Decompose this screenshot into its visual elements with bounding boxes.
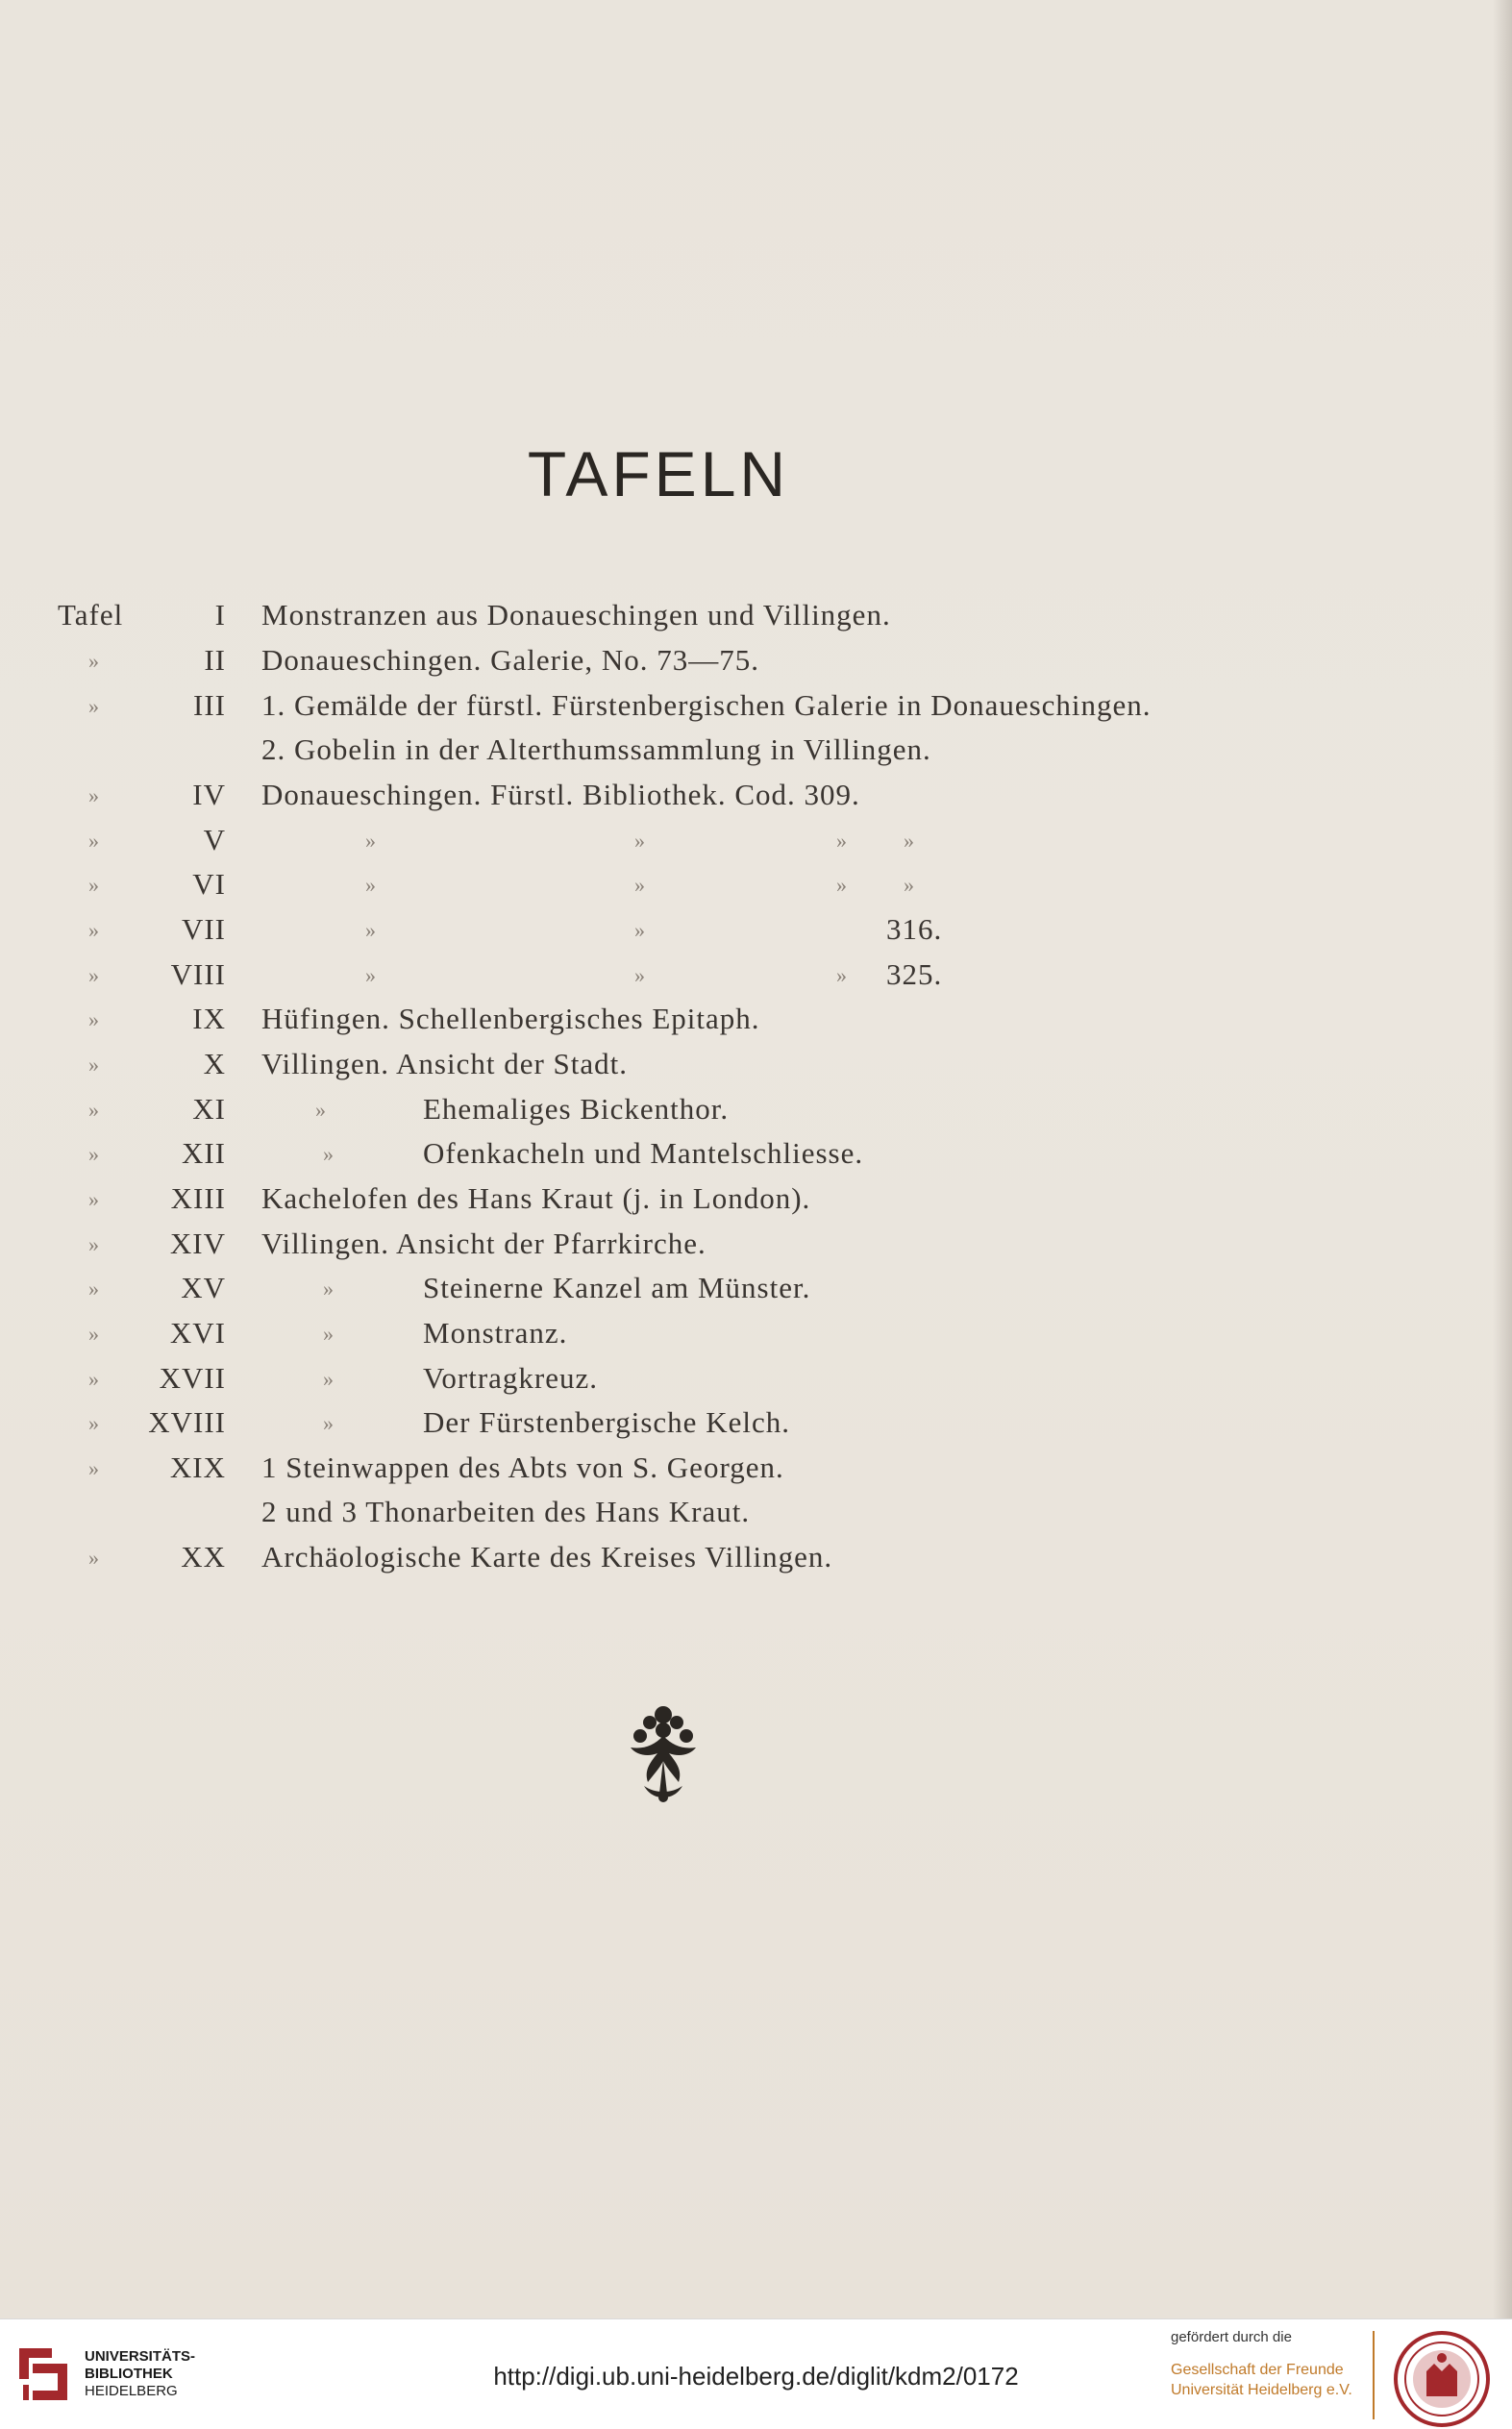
ditto-mark: » [836, 829, 848, 853]
plate-number: XVI [169, 1316, 226, 1350]
ditto-mark: » [88, 1546, 100, 1570]
ditto-mark: » [634, 918, 646, 942]
ditto-mark: » [365, 963, 377, 987]
list-item [0, 1092, 1346, 1138]
list-item [0, 1181, 1346, 1227]
ditto-mark: » [88, 1367, 100, 1391]
funded-by-label: gefördert durch die [1171, 2329, 1292, 2345]
plate-description: 1. Gemälde der fürstl. Fürstenbergischen Galerie in Donaueschingen. [261, 688, 1152, 722]
plate-description: Donaueschingen. Galerie, No. 73—75. [261, 643, 759, 677]
ditto-mark: » [323, 1367, 335, 1391]
list-item [0, 1047, 1346, 1093]
ditto-mark: » [88, 1456, 100, 1480]
list-item [0, 957, 1346, 1004]
ditto-mark: » [904, 829, 915, 853]
society-name [1171, 2360, 1352, 2400]
ditto-mark: » [88, 829, 100, 853]
list-item [0, 1002, 1346, 1048]
ditto-mark: » [904, 873, 915, 897]
ditto-mark: » [88, 963, 100, 987]
plate-description: Ehemaliges Bickenthor. [423, 1092, 730, 1126]
plate-number: VI [192, 867, 226, 901]
plate-number: IV [192, 778, 226, 811]
list-item [0, 1361, 1346, 1407]
ditto-mark: » [88, 1322, 100, 1346]
list-item [0, 867, 1346, 913]
ditto-mark: » [323, 1411, 335, 1435]
list-item [0, 912, 1346, 958]
ditto-mark: » [88, 1187, 100, 1211]
plate-description: Archäologische Karte des Kreises Villingen. [261, 1540, 833, 1574]
plate-description: Der Fürstenbergische Kelch. [423, 1405, 790, 1439]
page-title: TAFELN [527, 438, 790, 509]
plate-description-sub: 2. Gobelin in der Alterthumssammlung in Villingen. [261, 732, 931, 766]
footer-bar [0, 2318, 1512, 2429]
ditto-mark: » [323, 1276, 335, 1301]
ditto-mark: » [315, 1098, 327, 1122]
plate-number: VII [181, 912, 226, 946]
plate-number: III [193, 688, 226, 722]
ditto-mark: » [88, 1007, 100, 1031]
plate-description: 1 Steinwappen des Abts von S. Georgen. [261, 1450, 784, 1484]
list-item [0, 1271, 1346, 1317]
plate-number: XIX [169, 1450, 226, 1484]
society-name-line: Gesellschaft der Freunde [1171, 2362, 1344, 2378]
plate-description: Monstranzen aus Donaueschingen und Villingen. [261, 598, 891, 632]
list-item [0, 1316, 1346, 1362]
list-item [0, 778, 1346, 824]
floral-ornament-icon [615, 1701, 711, 1807]
plate-number: XIII [170, 1181, 226, 1215]
list-item-continuation [0, 732, 1346, 779]
plate-number: XVIII [148, 1405, 226, 1439]
ditto-mark: » [365, 918, 377, 942]
plate-number: XII [181, 1136, 226, 1170]
plate-description-sub: 2 und 3 Thonarbeiten des Hans Kraut. [261, 1495, 751, 1528]
list-item [0, 1136, 1346, 1182]
ditto-mark: » [88, 1142, 100, 1166]
list-item [0, 1227, 1346, 1273]
ditto-mark: » [365, 873, 377, 897]
list-item [0, 1450, 1346, 1497]
plate-description: Kachelofen des Hans Kraut (j. in London). [261, 1181, 811, 1215]
ditto-mark: » [88, 694, 100, 718]
ditto-mark: » [88, 1232, 100, 1256]
plate-description: Hüfingen. Schellenbergisches Epitaph. [261, 1002, 760, 1035]
ditto-mark: » [365, 829, 377, 853]
library-name-line: UNIVERSITÄTS- [85, 2348, 196, 2365]
permalink-url[interactable]: http://digi.ub.uni-heidelberg.de/diglit/kdm2/0172 [493, 2362, 1019, 2391]
plate-number: XVII [159, 1361, 226, 1395]
plate-description: Donaueschingen. Fürstl. Bibliothek. Cod. 309. [261, 778, 860, 811]
ditto-mark: » [634, 963, 646, 987]
ditto-mark: » [634, 873, 646, 897]
plate-description: Vortragkreuz. [423, 1361, 599, 1395]
ditto-mark: » [634, 829, 646, 853]
list-item [0, 823, 1346, 869]
list-item-continuation [0, 1495, 1346, 1541]
plate-number: V [203, 823, 226, 856]
list-item [0, 688, 1346, 734]
university-seal-icon [1392, 2329, 1492, 2429]
plate-description: Ofenkacheln und Mantelschliesse. [423, 1136, 864, 1170]
list-item [0, 598, 1346, 644]
plate-number: X [203, 1047, 226, 1080]
list-item [0, 643, 1346, 689]
plate-description: Villingen. Ansicht der Stadt. [261, 1047, 629, 1080]
codex-number: 325. [886, 957, 943, 991]
list-item [0, 1540, 1346, 1586]
library-name-line: BIBLIOTHEK [85, 2366, 173, 2382]
society-name-line: Universität Heidelberg e.V. [1171, 2382, 1352, 2398]
ditto-mark: » [88, 918, 100, 942]
ditto-mark: » [323, 1142, 335, 1166]
list-item [0, 1405, 1346, 1451]
codex-number: 316. [886, 912, 943, 946]
plate-number: XX [181, 1540, 226, 1574]
library-name-line: HEIDELBERG [85, 2383, 178, 2399]
ditto-mark: » [88, 649, 100, 673]
ditto-mark: » [88, 1098, 100, 1122]
ditto-mark: » [88, 783, 100, 807]
plate-number: XI [192, 1092, 226, 1126]
ditto-mark: » [836, 963, 848, 987]
plate-number: I [214, 598, 226, 632]
ditto-mark: » [88, 873, 100, 897]
ditto-mark: » [836, 873, 848, 897]
ditto-mark: » [323, 1322, 335, 1346]
plate-number: VIII [170, 957, 226, 991]
ditto-mark: » [88, 1053, 100, 1077]
plate-number: II [204, 643, 226, 677]
plate-description: Steinerne Kanzel am Münster. [423, 1271, 811, 1304]
plate-number: XIV [169, 1227, 226, 1260]
plate-number: XV [181, 1271, 226, 1304]
plate-description: Villingen. Ansicht der Pfarrkirche. [261, 1227, 706, 1260]
plate-number: IX [192, 1002, 226, 1035]
tafel-label: Tafel [58, 598, 124, 632]
plate-description: Monstranz. [423, 1316, 568, 1350]
ditto-mark: » [88, 1276, 100, 1301]
divider [1373, 2331, 1375, 2419]
ditto-mark: » [88, 1411, 100, 1435]
